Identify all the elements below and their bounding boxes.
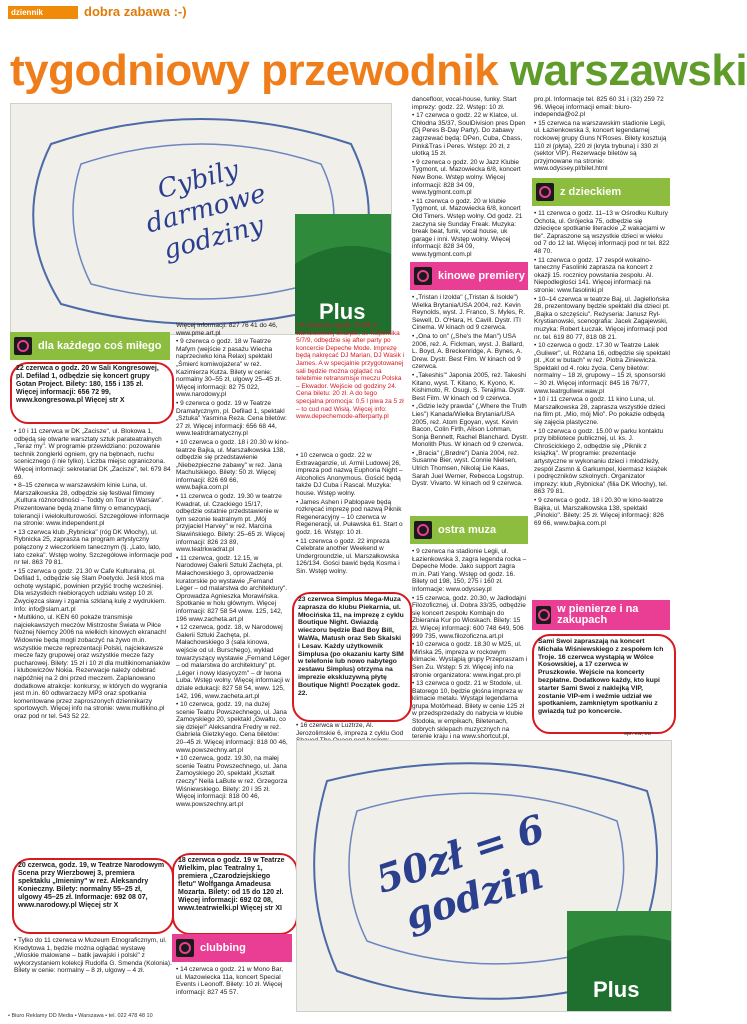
section-header-pieniadze — [532, 600, 670, 630]
list-item: • 16 czerwca w Luztrze, Al. Jerozolimskie 6, impreza z cyklu God — [296, 722, 404, 737]
credit-text: opr. ew, sw — [624, 731, 652, 737]
section-title: dla każdego coś miłego — [38, 339, 162, 352]
section-title: kinowe premiery — [438, 269, 525, 282]
list-item: • 17 czerwca o godz. 22 w Klatce, ul. Chłodna 35/37, SoulDivision pres Dpen (Dj Peres B-Day Party). Do zabawy zagrzewać będą: DPen, Cuba, Cbass, Pink&Tras i Peres. Wstęp: 20 zł, z ulotką 15 zł. — [412, 112, 526, 158]
list-item: • 12 czerwca, godz. 18, w Narodowej Galerii Sztuki Zachęta, pl. Małachowskiego 3 (sala kinowa, wejście od ul. Burschego), wykład towarzyszący wystawie „Fernand Léger – od malarstwa do architektury" pt. „Léger i nowy klasycyzm" – dr Iwona Luba. Wstęp wolny. Więcej informacji w dziale edukacji: 827 58 54, www. 125, 142, 196, www.zacheta.art.pl — [176, 624, 290, 700]
list-item: • James Ashen i Pablopave będą rozkręcać imprezę pod nazwą Piknik Regeneracyjny – 10 czerwca w Regeneracji, ul. Puławska 61. Start o godz. 16. Wstęp: 10 zł. — [296, 498, 403, 536]
list-item: • 15 czerwca o godz. 21.30 w Cafe Kulturalna, pl. Defilad 1, odbędzie się Slam Poetycki. Jeśli ktoś ma ochotę wystąpić, powinien przyjść trochę wcześniej. Dla wszystkich niebiorących udziału wstęp 10 zł. Zwycięzca sławy i zgarnia szklaną kulę z wydrukiem. Info: info@slam.art.pl — [14, 567, 167, 613]
section-header-kinowe — [410, 262, 528, 290]
highlight-teatr-wielki: 18 czerwca o godz. 19 w Teatrze Wielkim, plac Teatralny 1, premiera „Czarodziejskiego fletu" Wolfganga Amadeusa Mozarta. Bilety: od 15 do 120 zł. Więcej informacji: 692 02 08, www.teatrwielki.pl Więcej str XI — [178, 857, 285, 912]
list-item: Więcej informacji: 827 76 41 do 46, www.pme.art.pl — [176, 322, 278, 337]
plus-logo-bottom: Plus — [593, 977, 640, 1002]
list-item: • 9 czerwca na stadionie Legii, ul. Łazienkowska 3, zagra legenda rocka – Depeche Mode. Jako support zagra m.in. Pati Yang. Wstęp od godz. 16. Bilety od 198, 150, 275 i 160 zł. Informacje: www.odyssey.pl — [412, 548, 527, 593]
list-item: • 10 czerwca, godz. 19, na dużej scenie Teatru Powszechnego, ul. Jana Zamoyskiego 20, spektakl „Gwałtu, co się dzieje!" Aleksandra Fredry w reż. Gabriela Gietzky'ego. Cena biletów: 20–45 zł. Więcej informacji: 818 00 46, www.powszechny.art.pl — [176, 701, 288, 754]
list-item: • Tylko do 11 czerwca w Muzeum Etnograficznym, ul. Kredytowa 1, będzie można oglądać wystawę „Wioskie malowane – batik jawajski i polski" z wykorzystaniem kolekcji Rudolfa G. Smenda (Kolonia). Bilety w cenie: normalny – 8 zł, ulgowy – 4 zł. — [14, 937, 172, 975]
list-item: • 10 i 11 czerwca o godz. 11 kino Luna, ul. Marszałkowska 28, zaprasza wszystkie dzieci na film pt. „Mio, mój Mio". Po pokazie odbędą się zajęcia plastyczne. — [534, 396, 666, 427]
top-photo — [10, 103, 392, 335]
list-item: • 11 czerwca o godz. 20 w klubie Tygmont, ul. Mazowiecka 6/8, koncert Old Timers. Wstęp wolny. Od godz. 21 zaczyna się Sunday Freak. Muzyka: break beat, funk, vocal house, uk garage i inni. Wstęp wolny. Więcej informacji: 828 34 09, www.tygmont.com.pl — [412, 197, 523, 258]
column-1 — [14, 428, 172, 854]
list-item: • 10 czerwca o godz. 15.00 w parku kontaktu przy bibliotece publicznej, ul. ks. J. Chrościckiego 2, odbędzie się „Piknik z książką". W programie: prezentacje artystyczne w wykonaniu dzieci i młodzieży, zespół Zasmn & Garkumpel, kiermasz książek i podręczników szkolnych. Organizator imprezy: klub „Rybnicka" (filia DK Włochy), tel. 863 79 81. — [534, 427, 668, 496]
section-title: clubbing — [200, 941, 246, 954]
shopping-bag-icon — [536, 606, 551, 624]
child-icon — [536, 183, 554, 201]
section-header-clubbing — [172, 934, 292, 962]
list-item: • 10 czerwca o godz. 18 i 20.30 w kino-teatrze Bajka, ul. Marszałkowska 138, odbędzie się przedstawienie „Niebezpieczne zabawy" w reż. Jana Machulskiego. Bilety: 50 zł. Więcej informacji: 826 69 66, www.bajka.com.pl — [176, 438, 289, 492]
column-2 — [176, 322, 290, 850]
list-item: • 9 czerwca o godz. 18 w Teatrze Mafym (wejście z pasażu Wiecha naprzeciwko kina Relax) spektakl „Śmierć komiwojażera" w reż. Kazimierza Kutza. Bilety w cenie: normalny 30–55 zł, ulgowy 25–45 zł. Więcej informacji: 82 75 022, www.narodowy.pl — [176, 338, 282, 399]
list-item: • „Gdzie leży prawda" („Where the Truth Lies") Kanada/Wielka Brytania/USA 2005, reż. Atom Egoyan, wyst. Kevin Bacon, Colin Firth, Alison Lohman, Sonja Bennett, Rachel Blanchard. Dystr. Monolith Plus. W kinach od 9 czerwca. — [412, 403, 528, 449]
dice-icon — [14, 337, 32, 355]
list-item: • 14 czerwca o godz. 21 w Mono Bar, ul. Mazowiecka 11a, koncert Special Events i Leonoff. Bilety: 10 zł. Więcej informacji: 827 45 57. — [176, 966, 284, 996]
list-item: • 10 czerwca o godz. 22 w Extravaganzie, ul. Armii Ludowej 26, impreza pod nazwą Euphoria Night – Alcoholics Anonymous. Gościć będą także DJ Cuba i Rascal. Muzyka: house. Wstęp wolny. — [296, 452, 403, 497]
list-item: • 11 czerwca o godz. 11–13 w Ośrodku Kultury Ochota, ul. Grójecka 75, odbędzie się dziecięce spotkanie literackie „Z wakacjami w tle". Zapraszone są wszystkie dzieci w wieku od 7 do 12 lat. Więcej informacji pod nr tel. 822 48 70. — [534, 210, 670, 255]
column-5 — [534, 96, 670, 182]
list-item: • 10 czerwca, godz. 19.30, na małej scenie Teatru Powszechnego, ul. Jana Zamoyskiego 20, spektakl „Kształt rzeczy" Neila LaBute w reż. Grzegorza Wiśniewskiego. Bilety: 20 i 35 zł. Więcej informacji: 818 00 46, www.powszechny.art.pl — [176, 755, 288, 808]
list-item: • 9 czerwca o godz. 23.59 w warszawskiej Skarpie, ul. Kopernika 5/7/9, odbędzie się after party po koncercie Depeche Mode. Imprezę będą nakręcać DJ Marian, DJ Wasik i James. A w specjalnie przygotowanej sali będzie można oglądać na telebimie retransmisje meczu Polska – Ekwador. Wejście od godziny 24. Cena biletu: 20 zł. A do tego specjalna promocja: 0,5 l piwa za 5 zł – to cud nad Wisłą. Więcej info: www.depechemode-afterparty.pl — [296, 322, 405, 421]
list-item: • „Ona to on" („She's the Man") USA 2006, reż. A. Fickman, wyst. J. Ballard, L. Boyd, A. Breckenridge, A. Bynes, A. Drew. Dystr. Best Film. W kinach od 9 czerwca. — [412, 332, 524, 371]
brand-logo: dziennik — [8, 6, 78, 19]
list-item: • 15 czerwca, godz. 20.30, w Jadłodajni Filozoficznej, ul. Dobra 33/35, odbędzie się koncert zespołu Kombajn do Zbierania Kur po Wioskach. Bilety: 15 zł. Więcej informacji: 600 748 649, 506 999 735, www.filozoficzna.art.pl — [412, 594, 526, 640]
list-item: pro.pl. Informacje tel. 825 60 31 i (32) 259 72 96. Więcej informacji email: biuro-independa@o2.pl — [534, 96, 664, 119]
column-4-kino — [412, 294, 528, 516]
list-item: • 10 czerwca o godz. 18.30 w M25, ul. Mińska 25, impreza w rockowym klimacie. Wystąpią grupy Przepraszam i Sen Zu. Wstęp: 5 zł. Więcej info na stronie organizatora: www.ingat.pro.pl — [412, 641, 528, 679]
section-title: ostra muza — [438, 523, 497, 536]
page-headline — [10, 46, 747, 96]
headline-part1: tygodniowy przewodnik — [10, 46, 510, 95]
highlight-simplus: 23 czerwca Simplus Mega-Muza zaprasza do klubu Piekarnia, ul. Młocińska 11, na imprezę z cyklu Boutique Night. Gwiazdą wieczoru będzie Bad Boy Bill, WaWa, Matush oraz Seb Skalski i Lesav. Każdy użytkownik Simplusa (po okazaniu karty SIM w telefonie lub nowo nabytego zestawu Simplus) otrzyma na imprezie ekskluzywną płytę Boutique Night! Początek godz. 22. — [298, 596, 404, 697]
top-photo-handwriting: Cybily darmowe godziny — [142, 154, 270, 266]
list-item: • „Bracia" („Brødre") Dania 2004, reż. Susanne Bier, wyst. Connie Nielsen, Ulrich Thomsen, Nikolaj Lie Kaas, Sarah Juel Werner, Rebecca Logstrup. Dystr. Vivarto. W kinach od 9 czerwca. — [412, 449, 524, 488]
film-reel-icon — [414, 267, 432, 285]
list-item: • 9 czerwca o godz. 18 i 20.30 w kino-teatrze Bajka, ul. Marszałkowska 138, spektakl „Pinokio". Bilety: 25 zł. Więcej informacji: 826 69 66, www.bajka.com.pl — [534, 496, 664, 527]
headline-part2: warszawski — [509, 46, 747, 95]
bottom-photo — [296, 740, 672, 1012]
list-item: • 10–14 czerwca w teatrze Baj, ul. Jagiellońska 28, prezentowany będzie spektakl dla dzieci pt. „Bajka o szczęściu". Reżyseria: Janusz Ryl-Krystianowski, scenografia: Jacek Zagajewski, muzyka: Robert Łuczak. Więcej informacji pod nr. tel. 619 80 77, 818 08 21. — [534, 295, 670, 341]
list-item: • 10 i 11 czerwca w DK „Zacisze", ul. Blokowa 1, odbędą się otwarte warsztaty sztuk parateatralnych „Teraz my". W programie przewidziano: pozowanie technik żonglerki ogniem, gry na bębnach, ruchu scenicznego (i nie tylko). Liczba miejsc ograniczona. Więcej informacji: sekretariat DK „Zacisze", tel. 679 84 69. — [14, 428, 171, 481]
list-item: • 11 czerwca o godz. 17 zespół wokalno-taneczny Fasolinki zaprasza na koncert z okazji 15. rocznicy powstania zespołu. Al. Niepodległości 141. Więcej informacji na stronie: www.fasolinki.pl — [534, 256, 654, 294]
list-item: dancefloor, vocal-house, funky. Start imprezy: godz. 22. Wstęp: 10 zł. — [412, 96, 517, 111]
column-3-red — [296, 322, 406, 450]
list-item: • „Takeshis'" Japonia 2005, reż. Takeshi Kitano, wyst. T. Kitano, K. Kyono, K. Kishimoto, R. Osugi, S. Terajima. Dystr. Best Film. W kinach od 9 czerwca. — [412, 371, 527, 402]
list-item: • 9 czerwca o godz. 20 w Jazz Klubie Tygmont, ul. Mazowiecka 6/8, koncert New Bone. Wstęp wolny. Więcej informacji: 828 34 09, www.tygmont.com.pl — [412, 158, 521, 197]
highlight-narodowy: 20 czerwca, godz. 19, w Teatrze Narodowym Scena przy Wierzbowej 3, premiera spektaklu „Imieniny" w reż. Aleksandry Konieczny. Bilety: normalny 55–25 zł, ulgowy 45–25 zł. Informacje: 692 08 07, www.narodowy.pl Więcej str X — [18, 862, 165, 909]
bottom-photo-handwriting: 50zł = 6 godzin — [370, 805, 550, 939]
section-header-z-dzieckiem — [532, 178, 670, 206]
plus-logo-top: Plus — [319, 299, 366, 324]
list-item: • 15 czerwca na warszawskim stadionie Legii, ul. Łazienkowska 3, koncert legendarnej rockowej grupy Guns N'Roses. Bilety kosztują 110 zł (płyta), 220 zł (kryta trybuna) i 330 zł (sektor VIP). Rezerwacje biletów są przyjmowane na stronie: www.odyssey.pl/bilet.html — [534, 119, 667, 173]
column-4 — [412, 96, 528, 262]
list-item: • 10 czerwca o godz. 17.30 w Teatrze Lalek „Guliwer", ul. Różana 16, odbędzie się spektakl pt. „Kot w butach" w reż. Piotra Ziniewicza. Spektakl od 4. roku życia. Ceny biletów: normalny – 18 zł, grupowy – 15 zł, sponsorski – 30 zł. Więcej informacji: 845 16 76/77, www.teatrguliwer.waw.pl — [534, 342, 670, 395]
disco-ball-icon — [176, 939, 194, 957]
music-note-icon — [414, 521, 432, 539]
list-item: • 11 czerwca, godz. 12.15, w Narodowej Galerii Sztuki Zachęta, pl. Małachowskiego 3, oprowadzenie kuratorskie po wystawie „Fernand Léger – od malarstwa do architektury". Oprowadza Agnieszka Morawińska. Spotkanie w holu głównym. Więcej informacji: 827 58 54 www. 125, 142, 196 www.zacheta.art.pl — [176, 554, 288, 623]
list-item: • 11 czerwca o godz. 19.30 w teatrze Kwadrat, ul. Czackiego 15/17, odbędzie ostatnie przedstawienie w tym sezonie teatralnym pt. „Mój przyjaciel Harvey" w reż. Marcina Sławińskiego. Bilety: 25–65 zł. Więcej informacji: 826 23 89, www.teatrkwadrat.pl — [176, 493, 285, 554]
list-item: • Multikino, ul. KEN 60 pokaże transmisje najciekawszych meczów Mistrzostw Świata w Piłce Nożnej Niemcy 2006 na wielkich kinowych ekranach! Widownie będą mogli zobaczyć na żywo m.in. wszystkie mecze reprezentacji Polski, najciekawsze mecze fazy grupowej oraz wszystkie mecze fazy pucharowej. Bilety: 15 zł i 10 zł dla multikinomaniaków i klubowiczów Nokia. Rezerwacje należy odebrać najpóźniej na 2 dni przed meczem. Zaplanowano dodatkowe atrakcje: konkursy, w których do wygrania jest m.in. 60 odtwarzaczy MP3 oraz spotkania komentowane przez zaproszonych dziennikarzy sportowych. Więcej info na stronie: www.multikino.pl oraz pod nr tel. 543 52 22. — [14, 614, 171, 720]
section-header-dla-kazdego — [10, 332, 170, 360]
list-item: • „Tristan i Izolda" („Tristan & Isolde") Wielka Brytania/USA 2004, reż. Kevin Reynolds, wyst. J. Franco, S. Myles, R. Sewell, D. O'Hara, H. Cavill. Dystr. ITI Cinema. W kinach od 9 czerwca. — [412, 294, 526, 332]
highlight-gotan: 22 czerwca o godz. 20 w Sali Kongresowej, pl. Defilad 1, odbędzie się koncert grupy Gotan Project. Bilety: 180, 155 i 135 zł. Więcej informacji: 656 72 99, www.kongresowa.pl Więcej str X — [16, 365, 159, 404]
column-1-end — [14, 937, 172, 1007]
column-3 — [296, 452, 406, 582]
section-title: z dzieckiem — [560, 185, 622, 198]
column-5-dziecko — [534, 210, 670, 596]
list-item: • 13 czerwca o godz. 21 w Stodole, ul. Batorego 10, będzie głośna impreza w klimacie metalu. Wystąpi legendarna grupa Motörhead. Bilety w cenie 125 zł w przedsprzedaży do nabycia w klubie Stodoła, w empikach, Biletenach, dobrych sklepach muzycznych na terenie kraju i na www.shortcut.pl, — [412, 680, 525, 741]
footer-text: • Biuro Reklamy DD Media • Warszawa • tel. 022 478 48 10 — [8, 1013, 153, 1019]
section-header-ostra-muza — [410, 516, 528, 544]
list-item: • 9 czerwca o godz. 19 w Teatrze Dramatycznym, pl. Defilad 1, spektakl „Sztuka" Yasmina Reza. Cena biletów: 27 zł. Więcej informacji: 656 68 44, www.teatrdramatyczny.pl — [176, 399, 287, 438]
section-title: w pienierze i na zakupach — [557, 603, 639, 626]
section-tagline: dobra zabawa :-) — [84, 4, 187, 19]
list-item: • 13 czerwca klub „Rybnicka" (róg DK Włochy), ul. Rybnicka 25, zaprasza na program artystyczny połączony z wieczorkiem tanecznym (tj. „Lato, lato, lato czeka". Wstęp wolny. Szczegółowe informacje pod nr tel. 863 79 81. — [14, 528, 172, 567]
column-2-end — [176, 966, 290, 1006]
list-item: • 8–15 czerwca w warszawskim kinie Luna, ul. Marszałkowska 28, odbędzie się festiwal filmowy „Kultura różnorodności – Toddy on Tour in Warsaw". Prezentowane będą znane filmy o emancypacji, tolerancji i wielokulturowości. Szczegółowe informacje na stronie: www.independent.pl — [14, 482, 170, 528]
list-item: • 11 czerwca o godz. 22 impreza Celebrate another Weekend w Undergroundzie, ul. Marszałkowska 126/134. Gości bawić będą Kosma i Sin. Wstęp wolny. — [296, 537, 400, 575]
highlight-sami-swoi: Sami Swoi zapraszają na koncert Michała Wiśniewskiego z zespołem Ich Troje. 16 czerwca wystąpią w Wólce Kosowskiej, a 17 czerwca w Pruszkowie. Wejście na koncerty bezpłatne. Dodatkowo każdy, kto kupi starter Sami Swoi z naklejką VIP, zostanie VIP-em i weźmie udział we spotkaniem, zamkniętym spotkaniu z gwiazdą tuż po koncercie. — [538, 638, 664, 716]
